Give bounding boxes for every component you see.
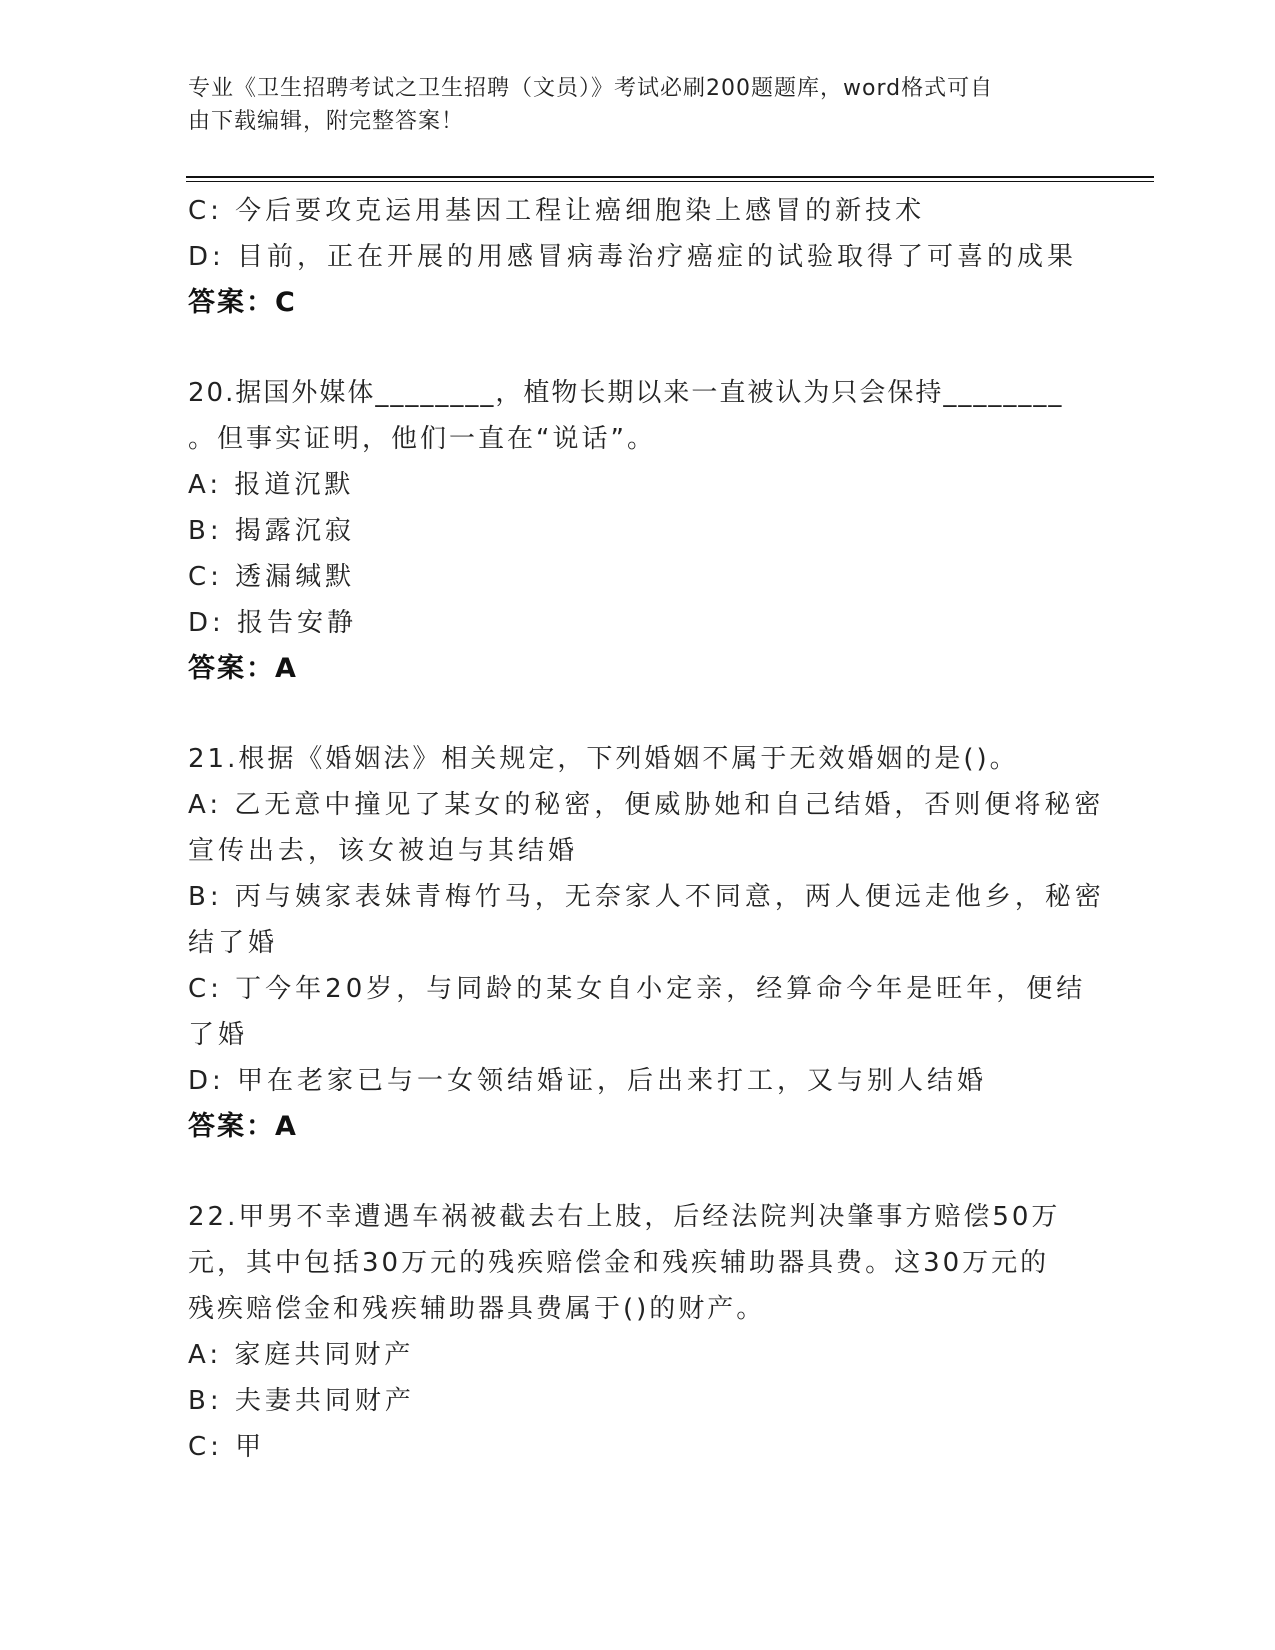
q21-option-b-line-1: B: 丙与姨家表妹青梅竹马，无奈家人不同意，两人便远走他乡，秘密 [188, 882, 1105, 912]
question-20 [188, 370, 1088, 692]
q20-option-c: C: 透漏缄默 [188, 562, 356, 592]
q22-option-b: B: 夫妻共同财产 [188, 1386, 415, 1416]
q19-option-d: D: 目前，正在开展的用感冒病毒治疗癌症的试验取得了可喜的成果 [188, 242, 1078, 272]
q21-option-a-line-1: A: 乙无意中撞见了某女的秘密，便威胁她和自己结婚，否则便将秘密 [188, 790, 1105, 820]
spacer [188, 692, 1088, 736]
q20-option-d: D: 报告安静 [188, 608, 358, 638]
question-21 [188, 736, 1105, 1150]
q21-answer: 答案：A [188, 1111, 298, 1142]
header-title-line-1: 专业《卫生招聘考试之卫生招聘（文员）》考试必刷200题题库，word格式可自 [188, 76, 994, 101]
q20-stem-line-2: 。但事实证明，他们一直在“说话”。 [188, 424, 656, 454]
q19-answer: 答案：C [188, 287, 297, 318]
question-19-tail [188, 188, 1088, 326]
q20-stem-line-1: 20.据国外媒体________，植物长期以来一直被认为只会保持________ [188, 378, 1064, 408]
q22-stem-line-2: 元，其中包括30万元的残疾赔偿金和残疾辅助器具费。这30万元的 [188, 1248, 1050, 1278]
q22-option-a: A: 家庭共同财产 [188, 1340, 415, 1370]
q21-stem: 21.根据《婚姻法》相关规定，下列婚姻不属于无效婚姻的是()。 [188, 744, 1019, 774]
q20-answer: 答案：A [188, 653, 298, 684]
q22-stem-line-1: 22.甲男不幸遭遇车祸被截去右上肢，后经法院判决肇事方赔偿50万 [188, 1202, 1061, 1232]
q22-stem-line-3: 残疾赔偿金和残疾辅助器具费属于()的财产。 [188, 1294, 766, 1324]
q22-option-c: C: 甲 [188, 1432, 266, 1462]
q21-option-c-line-1: C: 丁今年20岁，与同龄的某女自小定亲，经算命今年是旺年，便结 [188, 974, 1087, 1004]
question-22 [188, 1194, 1088, 1470]
header-title-line-2: 由下载编辑，附完整答案！ [188, 109, 465, 134]
q21-option-b-line-2: 结了婚 [188, 928, 279, 958]
q21-option-c-line-2: 了婚 [188, 1020, 249, 1050]
spacer [188, 326, 1088, 370]
q21-option-a-line-2: 宣传出去，该女被迫与其结婚 [188, 836, 579, 866]
q19-option-c: C: 今后要攻克运用基因工程让癌细胞染上感冒的新技术 [188, 196, 926, 226]
header-rule-thin [186, 181, 1154, 182]
question-list [188, 188, 1105, 1470]
document-header [188, 72, 1068, 138]
q21-option-d: D: 甲在老家已与一女领结婚证，后出来打工，又与别人结婚 [188, 1066, 988, 1096]
q20-option-b: B: 揭露沉寂 [188, 516, 355, 546]
spacer [188, 1150, 1088, 1194]
header-rule-thick [186, 176, 1154, 178]
q20-option-a: A: 报道沉默 [188, 470, 355, 500]
